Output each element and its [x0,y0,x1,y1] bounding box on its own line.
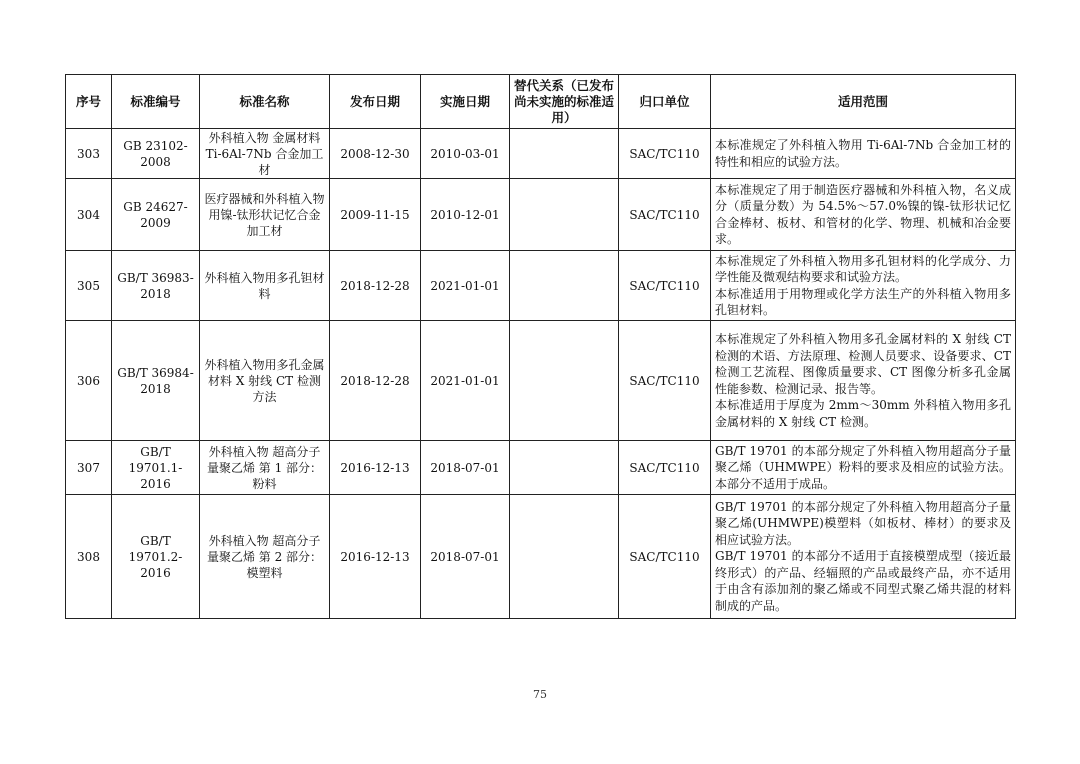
header-implement-date: 实施日期 [421,75,510,129]
header-release-date: 发布日期 [330,75,421,129]
row-unit: SAC/TC110 [619,251,711,321]
row-release-date: 2018-12-28 [330,251,421,321]
row-name: 外科植入物用多孔金属材料 X 射线 CT 检测方法 [200,321,330,441]
row-implement-date: 2021-01-01 [421,321,510,441]
row-replace [510,251,619,321]
row-code: GB/T 36984-2018 [112,321,200,441]
row-scope [711,251,1016,321]
row-code: GB 24627-2009 [112,179,200,251]
row-no: 303 [66,129,112,179]
scope-paragraph: 本标准适用于用物理或化学方法生产的外科植入物用多孔钽材料。 [715,286,1011,317]
row-no: 304 [66,179,112,251]
table-row [66,251,1016,321]
row-unit: SAC/TC110 [619,129,711,179]
row-implement-date: 2010-03-01 [421,129,510,179]
scope-paragraph: GB/T 19701 的本部分不适用于直接模塑成型（接近最终形式）的产品、经辐照的产品或最终产品，亦不适用于由含有添加剂的聚乙烯或不同型式聚乙烯共混的材料制成的产品。 [715,549,1011,613]
row-code: GB/T 36983-2018 [112,251,200,321]
table-header-row [66,75,1016,129]
row-release-date: 2008-12-30 [330,129,421,179]
row-replace [510,441,619,495]
row-scope [711,179,1016,251]
scope-paragraph: 本标准规定了外科植入物用 Ti-6Al-7Nb 合金加工材的特性和相应的试验方法。 [715,138,1011,169]
table-row [66,179,1016,251]
row-implement-date: 2018-07-01 [421,495,510,619]
row-scope [711,441,1016,495]
row-implement-date: 2010-12-01 [421,179,510,251]
row-replace [510,495,619,619]
row-release-date: 2016-12-13 [330,495,421,619]
row-unit: SAC/TC110 [619,321,711,441]
scope-paragraph: GB/T 19701 的本部分规定了外科植入物用超高分子量聚乙烯（UHMWPE）粉料的要求及相应的试验方法。本部分不适用于成品。 [715,443,1011,491]
header-unit: 归口单位 [619,75,711,129]
row-name: 外科植入物 超高分子量聚乙烯 第 1 部分：粉料 [200,441,330,495]
row-no: 306 [66,321,112,441]
row-replace [510,129,619,179]
scope-paragraph: 本标准适用于厚度为 2mm～30mm 外科植入物用多孔金属材料的 X 射线 CT 检测。 [715,398,1011,429]
header-code: 标准编号 [112,75,200,129]
row-release-date: 2009-11-15 [330,179,421,251]
row-unit: SAC/TC110 [619,495,711,619]
standards-table [65,74,1016,619]
row-name: 医疗器械和外科植入物用镍-钛形状记忆合金加工材 [200,179,330,251]
header-replace: 替代关系（已发布尚未实施的标准适用） [510,75,619,129]
row-implement-date: 2021-01-01 [421,251,510,321]
header-scope: 适用范围 [711,75,1016,129]
row-unit: SAC/TC110 [619,441,711,495]
row-unit: SAC/TC110 [619,179,711,251]
row-scope [711,495,1016,619]
row-no: 308 [66,495,112,619]
table-row [66,441,1016,495]
row-name: 外科植入物 金属材料 Ti-6Al-7Nb 合金加工材 [200,129,330,179]
row-release-date: 2018-12-28 [330,321,421,441]
row-code: GB/T 19701.1-2016 [112,441,200,495]
header-no: 序号 [66,75,112,129]
row-scope [711,321,1016,441]
row-name: 外科植入物 超高分子量聚乙烯 第 2 部分：模塑料 [200,495,330,619]
row-name: 外科植入物用多孔钽材料 [200,251,330,321]
table-row [66,129,1016,179]
row-replace [510,179,619,251]
table-body [66,129,1016,619]
table-row [66,495,1016,619]
header-name: 标准名称 [200,75,330,129]
row-replace [510,321,619,441]
scope-paragraph: 本标准规定了外科植入物用多孔金属材料的 X 射线 CT 检测的术语、方法原理、检测人员要求、设备要求、CT 检测工艺流程、图像质量要求、CT 图像分析多孔金属性能参数、检测记录、报告等。 [715,332,1011,396]
row-implement-date: 2018-07-01 [421,441,510,495]
scope-paragraph: 本标准规定了用于制造医疗器械和外科植入物，名义成分（质量分数）为 54.5%～57.0%镍的镍-钛形状记忆合金棒材、板材、和管材的化学、物理、机械和冶金要求。 [715,182,1011,246]
row-no: 307 [66,441,112,495]
scope-paragraph: 本标准规定了外科植入物用多孔钽材料的化学成分、力学性能及微观结构要求和试验方法。 [715,253,1011,284]
row-release-date: 2016-12-13 [330,441,421,495]
row-code: GB/T 19701.2-2016 [112,495,200,619]
row-code: GB 23102-2008 [112,129,200,179]
row-no: 305 [66,251,112,321]
scope-paragraph: GB/T 19701 的本部分规定了外科植入物用超高分子量聚乙烯(UHMWPE)模塑料（如板材、棒材）的要求及相应试验方法。 [715,499,1011,547]
row-scope [711,129,1016,179]
table-row [66,321,1016,441]
page-number: 75 [533,688,547,701]
